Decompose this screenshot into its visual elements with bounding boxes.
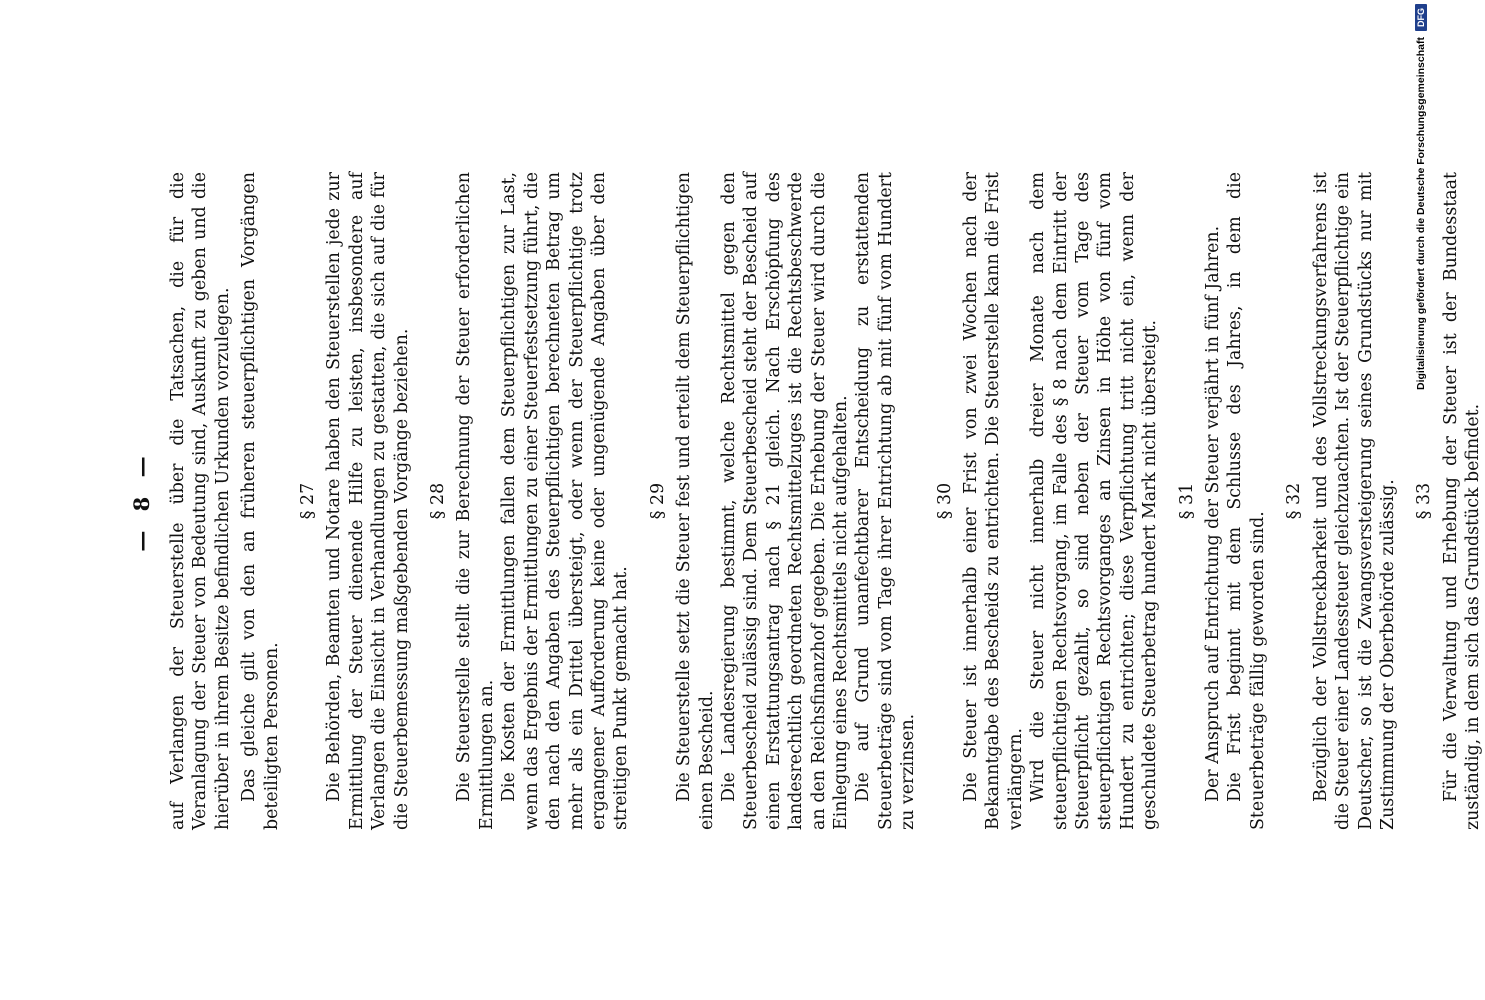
paragraph: Die Steuer ist innerhalb einer Frist von zwei Wochen nach der Bekanntgabe des Bescheids zu entrichten. Die Steuerstelle kann die Frist verlängern. [961, 172, 1026, 830]
section-30 [934, 172, 1162, 830]
section-heading: § 29 [647, 482, 668, 520]
paragraph: Für die Verwaltung und Erhebung der Steuer ist der Bundesstaat zuständig, in dem sich das Grundstück befindet. [1440, 172, 1484, 830]
section-heading: § 31 [1176, 482, 1197, 520]
credit-text: Digitalisierung gefördert durch die Deutsche Forschungsgemeinschaft [1415, 37, 1427, 390]
paragraph: Der Anspruch auf Entrichtung der Steuer verjährt in fünf Jahren. [1203, 225, 1224, 802]
section-heading: § 28 [428, 482, 449, 520]
paragraph: Die auf Grund unanfechtbarer Entscheidung zu erstattenden Steuerbeträge sind vom Tage ihrer Entrichtung ab mit fünf vom Hundert zu verzinsen. [853, 172, 919, 830]
section-heading: § 30 [934, 482, 955, 520]
page-number: — 8 — [128, 450, 154, 552]
digitization-credit [1412, 10, 1430, 390]
section-heading: § 32 [1284, 482, 1305, 520]
paragraph: Die Landesregierung bestimmt, welche Rechtsmittel gegen den Steuerbescheid zulässig sind. Dem Steuerbescheid steht der Bescheid auf einen Erstattungsantrag nach § 21 gleich. Nach Erschöpfung des landesrechtlich geordneten Rechtsmittelzuges ist die Rechtsbeschwerde an den Reichsfinanzhof gegeben. Die Erhebung der Steuer wird durch die Einlegung eines Rechtsmittels nicht aufgehalten. [718, 172, 851, 830]
paragraph: Wird die Steuer nicht innerhalb dreier Monate nach dem steuerpflichtigen Rechtsvorgang, im Falle des § 8 nach dem Eintritt der Steuerpflicht gezahlt, so sind neben der Steuer vom Tage des steuerpflichtigen Rechtsvorganges an Zinsen in Höhe von fünf vom Hundert zu entrichten; diese Verpflichtung tritt nicht ein, wenn der geschuldete Steuerbetrag hundert Mark nicht übersteigt. [1028, 172, 1161, 830]
section-27 [297, 172, 413, 830]
section-32 [1283, 172, 1399, 830]
paragraph: Bezüglich der Vollstreckbarkeit und des Vollstreckungsverfahrens ist die Steuer einer Landessteuer gleichzuachten. Ist der Steuerpflichtige ein Deutscher, so ist die Zwangsversteigerung seines Grundstücks nur mit Zustimmung der Oberbehörde zulässig. [1310, 172, 1398, 830]
section-heading: § 33 [1414, 482, 1435, 520]
section-29 [647, 172, 920, 830]
dfg-logo-badge: DFG [1415, 4, 1427, 31]
section-28 [427, 172, 633, 830]
paragraph: Die Steuerstelle setzt die Steuer fest und erteilt dem Steuerpflichtigen einen Bescheid. [674, 172, 717, 830]
paragraph: Das gleiche gilt von den an früheren steuerpflichtigen Vorgängen beteiligten Personen. [239, 172, 282, 830]
paragraph: Die Behörden, Beamten und Notare haben den Steuerstellen jede zur Ermittlung der Steuer dienende Hilfe zu leisten, insbesondere auf Verlangen die Einsicht in Verhandlungen zu gestatten, die sich auf die für die Steuerbemessung maßgebenden Vorgänge beziehen. [324, 172, 412, 830]
section-31 [1176, 172, 1270, 830]
paragraph: auf Verlangen der Steuerstelle über die Tatsachen, die für die Veranlagung der Steuer von Bedeutung sind, Auskunft zu geben und die hierüber in ihrem Besitze befindlichen Urkunden vorzulegen. [168, 172, 233, 830]
paragraph: Die Frist beginnt mit dem Schlusse des Jahres, in dem die Steuerbeträge fällig geworden sind. [1225, 172, 1268, 830]
section-intro [167, 172, 283, 830]
paragraph: Die Kosten der Ermittlungen fallen dem Steuerpflichtigen zur Last, wenn das Ergebnis der Ermittlungen zu einer Steuerfestsetzung führt, die den nach den Angaben des Steuerpflichtigen berechneten Betrag um mehr als ein Drittel übersteigt, oder wenn der Steuerpflichtige trotz ergangener Aufforderung keine oder ungenügende Angaben über den streitigen Punkt gemacht hat. [499, 172, 632, 830]
paragraph: Die Steuerstelle stellt die zur Berechnung der Steuer erforderlichen Ermittlungen an. [454, 172, 497, 830]
section-heading: § 27 [298, 482, 319, 520]
